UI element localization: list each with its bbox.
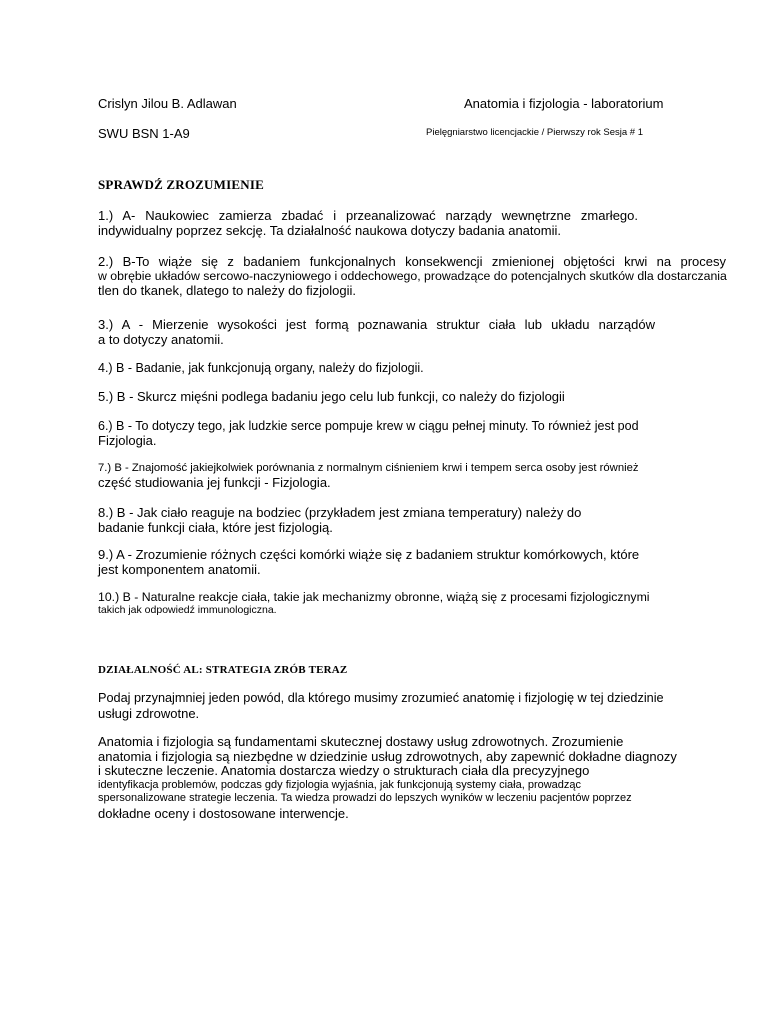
activity-answer-line-5: spersonalizowane strategie leczenia. Ta wiedza prowadzi do lepszych wyników w leczeniu pacjentów poprzez [98,792,632,804]
answer-7-line-2: część studiowania jej funkcji - Fizjologia. [98,475,331,490]
activity-prompt-line-1: Podaj przynajmniej jeden powód, dla którego musimy zrozumieć anatomię i fizjologię w tej dziedzinie [98,691,664,705]
student-name: Crislyn Jilou B. Adlawan [98,96,237,111]
activity-answer-line-3: i skuteczne leczenie. Anatomia dostarcza wiedzy o strukturach ciała dla precyzyjnego [98,763,590,778]
answer-7-line-1: 7.) B - Znajomość jakiejkolwiek porównania z normalnym ciśnieniem krwi i tempem serca osoby jest również [98,462,639,474]
activity-answer-paragraph [98,735,677,821]
answer-item-5 [98,389,565,404]
activity-prompt [98,691,664,721]
answer-item-8 [98,505,581,535]
answer-5-line-1: 5.) B - Skurcz mięśni podlega badaniu jego celu lub funkcji, co należy do fizjologii [98,389,565,404]
answer-4-line-1: 4.) B - Badanie, jak funkcjonują organy, należy do fizjologii. [98,361,424,375]
answer-1-line-2: indywidualny poprzez sekcję. Ta działalność naukowa dotyczy badania anatomii. [98,223,561,238]
activity-answer-line-6: dokładne oceny i dostosowane interwencje. [98,805,349,821]
answer-9-line-2: jest komponentem anatomii. [98,562,261,577]
answer-6-line-1: 6.) B - To dotyczy tego, jak ludzkie serce pompuje krew w ciągu pełnej minuty. To również jest pod [98,419,639,433]
answer-item-9 [98,547,639,577]
answer-2-line-3: tlen do tkanek, dlatego to należy do fizjologii. [98,283,357,298]
answer-8-line-1: 8.) B - Jak ciało reaguje na bodziec (przykładem jest zmiana temperatury) należy do [98,505,582,520]
answer-item-3 [98,317,655,347]
answer-10-line-2: takich jak odpowiedź immunologiczna. [98,604,277,616]
activity-answer-line-4: identyfikacja problemów, podczas gdy fizjologia wyjaśnia, jak funkcjonują systemy ciała, prowadząc [98,778,582,791]
answer-3-line-2: a to dotyczy anatomii. [98,332,224,347]
answer-1-line-1: 1.) A- Naukowiec zamierza zbadać i przeanalizować narządy wewnętrzne zmarłego. [98,208,638,223]
answer-8-line-2: badanie funkcji ciała, które jest fizjologią. [98,520,333,535]
answer-3-line-1: 3.) A - Mierzenie wysokości jest formą poznawania struktur ciała lub układu narządów [98,317,655,332]
answer-item-2 [98,254,727,298]
section-heading-check-understanding: SPRAWDŹ ZROZUMIENIE [98,177,264,192]
program-session: Pielęgniarstwo licencjackie / Pierwszy rok Sesja # 1 [426,127,644,138]
section-code: SWU BSN 1-A9 [98,126,190,141]
activity-answer-line-1: Anatomia i fizjologia są fundamentami skutecznej dostawy usług zdrowotnych. Zrozumienie [98,734,624,749]
answer-item-4 [98,361,424,375]
answer-2-line-1: 2.) B-To wiąże się z badaniem funkcjonalnych konsekwencji zmienionej objętości krwi na procesy [98,254,726,269]
answer-item-7 [98,462,639,490]
activity-answer-line-2: anatomia i fizjologia są niezbędne w dziedzinie usług zdrowotnych, aby zapewnić dokładne diagnozy [98,748,677,764]
answer-2-line-2: w obrębie układów sercowo-naczyniowego i oddechowego, prowadzące do potencjalnych skutków dla dostarczania [98,269,727,283]
answer-6-line-2: Fizjologia. [98,433,157,448]
answer-9-line-1: 9.) A - Zrozumienie różnych części komórki wiąże się z badaniem struktur komórkowych, które [98,547,640,562]
answer-item-1 [98,208,638,238]
activity-prompt-line-2: usługi zdrowotne. [98,706,200,721]
answer-10-line-1: 10.) B - Naturalne reakcje ciała, takie jak mechanizmy obronne, wiążą się z procesami fizjologicznymi [98,590,650,604]
course-title: Anatomia i fizjologia - laboratorium [464,96,664,111]
answer-item-10 [98,590,650,616]
section-heading-activity: DZIAŁALNOŚĆ AL: STRATEGIA ZRÓB TERAZ [98,664,348,676]
answer-item-6 [98,419,639,448]
